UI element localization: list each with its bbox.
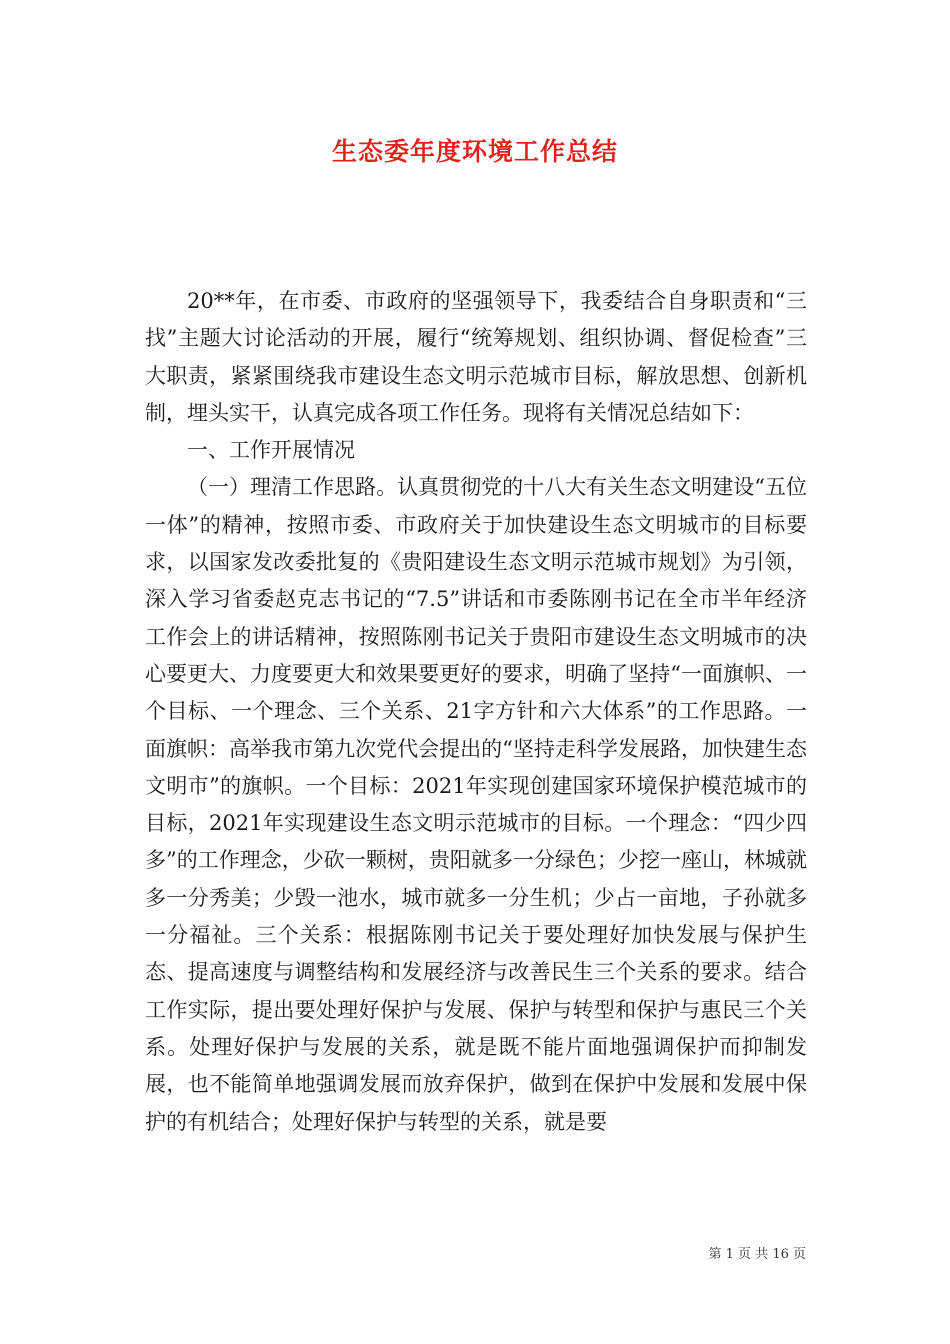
intro-paragraph: 20**年，在市委、市政府的坚强领导下，我委结合自身职责和“三找”主题大讨论活动的开展，履行“统筹规划、组织协调、督促检查”三大职责，紧紧围绕我市建设生态文明示范城市目标，解放思想、创新机制，埋头实干，认真完成各项工作任务。现将有关情况总结如下： [145, 289, 807, 425]
body-paragraph: （一）理清工作思路。认真贯彻党的十八大有关生态文明建设“五位一体”的精神，按照市委、市政府关于加快建设生态文明城市的目标要求，以国家发改委批复的《贵阳建设生态文明示范城市规划》为引领，深入学习省委赵克志书记的“7.5”讲话和市委陈刚书记在全市半年经济工作会上的讲话精神，按照陈刚书记关于贵阳市建设生态文明城市的决心要更大、力度要更大和效果要更好的要求，明确了坚持“一面旗帜、一个目标、一个理念、三个关系、21字方针和六大体系”的工作思路。一面旗帜：高举我市第九次党代会提出的“坚持走科学发展路，加快建生态文明市”的旗帜。一个目标：2021年实现创建国家环境保护模范城市的目标，2021年实现建设生态文明示范城市的目标。一个理念：“四少四多”的工作理念，少砍一颗树，贵阳就多一分绿色；少挖一座山，林城就多一分秀美；少毁一池水，城市就多一分生机；少占一亩地，子孙就多一分福祉。三个关系：根据陈刚书记关于要处理好加快发展与保护生态、提高速度与调整结构和发展经济与改善民生三个关系的要求。结合工作实际，提出要处理好保护与发展、保护与转型和保护与惠民三个关系。处理好保护与发展的关系，就是既不能片面地强调保护而抑制发展，也不能简单地强调发展而放弃保护，做到在保护中发展和发展中保护的有机结合；处理好保护与转型的关系，就是要 [145, 475, 807, 1134]
document-title: 生态委年度环境工作总结 [331, 137, 618, 166]
document-body [145, 283, 807, 1141]
section-heading: 一、工作开展情况 [187, 438, 355, 463]
page-footer: 第 1 页 共 16 页 [708, 1247, 806, 1262]
